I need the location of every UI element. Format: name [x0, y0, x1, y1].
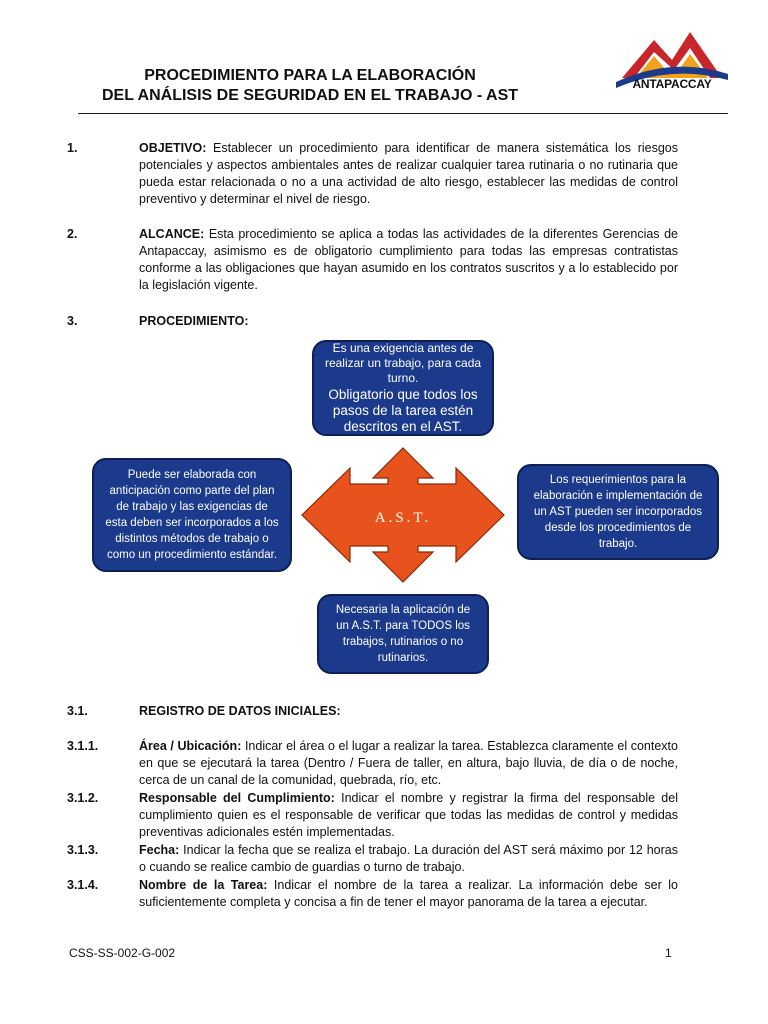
item-text: Indicar la fecha que se realiza el trabajo. La duración del AST será máximo por 12 horas o cuando se realice cambio de guardias o turno de trabajo.: [139, 843, 678, 874]
box-text: Puede ser elaborada con anticipación como parte del plan de trabajo y las exigencias de esta deben ser incorporados a los distintos métodos de trabajo o como un procedimiento estándar.: [105, 469, 279, 561]
item-nombre-tarea: [139, 877, 678, 911]
section-number: 1.: [67, 141, 78, 155]
box-text: Obligatorio que todos los pasos de la tarea estén descritos en el AST.: [328, 387, 478, 434]
item-number: 3.1.4.: [67, 878, 99, 892]
footer-doc-code: CSS-SS-002-G-002: [69, 946, 176, 960]
section-label: OBJETIVO:: [139, 141, 207, 155]
box-text: Los requerimientos para la elaboración e implementación de un AST pueden ser incorporados desde los procedimientos de trabajo.: [533, 474, 703, 550]
item-label: Nombre de la Tarea:: [139, 878, 268, 892]
document-title-line1: PROCEDIMIENTO PARA LA ELABORACIÓN: [144, 67, 476, 84]
box-text: Necesaria la aplicación de un A.S.T. para TODOS los trabajos, rutinarios o no rutinarios.: [335, 604, 471, 664]
box-text: Es una exigencia antes de realizar un trabajo, para cada turno.: [324, 341, 482, 385]
section-text: Esta procedimiento se aplica a todas las actividades de la diferentes Gerencias de Antapaccay, asimismo es de obligatorio cumplimiento para todas las empresas contratistas conforme a las obligaciones que hayan asumido en los contratos suscritos y a lo establecido por la legislación vigente.: [139, 227, 678, 292]
section-alcance: [139, 226, 678, 294]
item-label: Fecha:: [139, 843, 180, 857]
section-label: ALCANCE:: [139, 227, 205, 241]
section-number: 3.: [67, 314, 78, 328]
item-label: Responsable del Cumplimiento:: [139, 791, 335, 805]
item-area: [139, 738, 678, 789]
section-procedimiento: [139, 313, 678, 330]
item-number: 3.1.1.: [67, 739, 99, 753]
item-text: Indicar el área o el lugar a realizar la tarea. Establezca claramente el contexto en que se ejecutará la tarea (Dentro / Fuera de taller, en altura, bajo lluvia, de día o de noche, cerca de un canal de la comunidad, quebrada, río, etc.: [139, 739, 678, 787]
section-label: PROCEDIMIENTO:: [139, 314, 249, 328]
ast-center-label: A.S.T.: [374, 510, 432, 526]
section-objetivo: [139, 140, 678, 208]
item-text: Indicar el nombre de la tarea a realizar. La información debe ser lo suficientemente completa y concisa a fin de tener el mayor panorama de la tarea a ejecutar.: [139, 878, 678, 909]
item-fecha: [139, 842, 678, 876]
diagram-box-left: [92, 458, 292, 572]
footer-page-number: 1: [665, 946, 672, 960]
item-number: 3.1.3.: [67, 843, 99, 857]
item-number: 3.1.2.: [67, 791, 99, 805]
subsection-number: 3.1.: [67, 704, 88, 718]
item-text: Indicar el nombre y registrar la firma del responsable del cumplimiento quien es el responsable de verificar que todas las medidas de control y medidas preventivas adicionales estén implementadas.: [139, 791, 678, 839]
section-text: Establecer un procedimiento para identificar de manera sistemática los riesgos potenciales y aspectos ambientales antes de realizar cualquier tarea rutinaria o no rutinaria que pueda estar relacionada o no a una actividad de alto riesgo, establecer las medidas de control preventivo y determinar el nivel de riesgo.: [139, 141, 678, 206]
item-label: Área / Ubicación:: [139, 739, 242, 753]
subsection-title: REGISTRO DE DATOS INICIALES:: [139, 704, 341, 718]
logo-text: ANTAPACCAY: [632, 77, 712, 91]
header-divider: [78, 113, 728, 114]
item-responsable: [139, 790, 678, 841]
diagram-box-bottom: [317, 594, 489, 674]
diagram-box-right: [517, 464, 719, 560]
section-number: 2.: [67, 227, 78, 241]
diagram-box-top: [312, 340, 494, 436]
document-title-line2: DEL ANÁLISIS DE SEGURIDAD EN EL TRABAJO - AST: [101, 87, 519, 104]
